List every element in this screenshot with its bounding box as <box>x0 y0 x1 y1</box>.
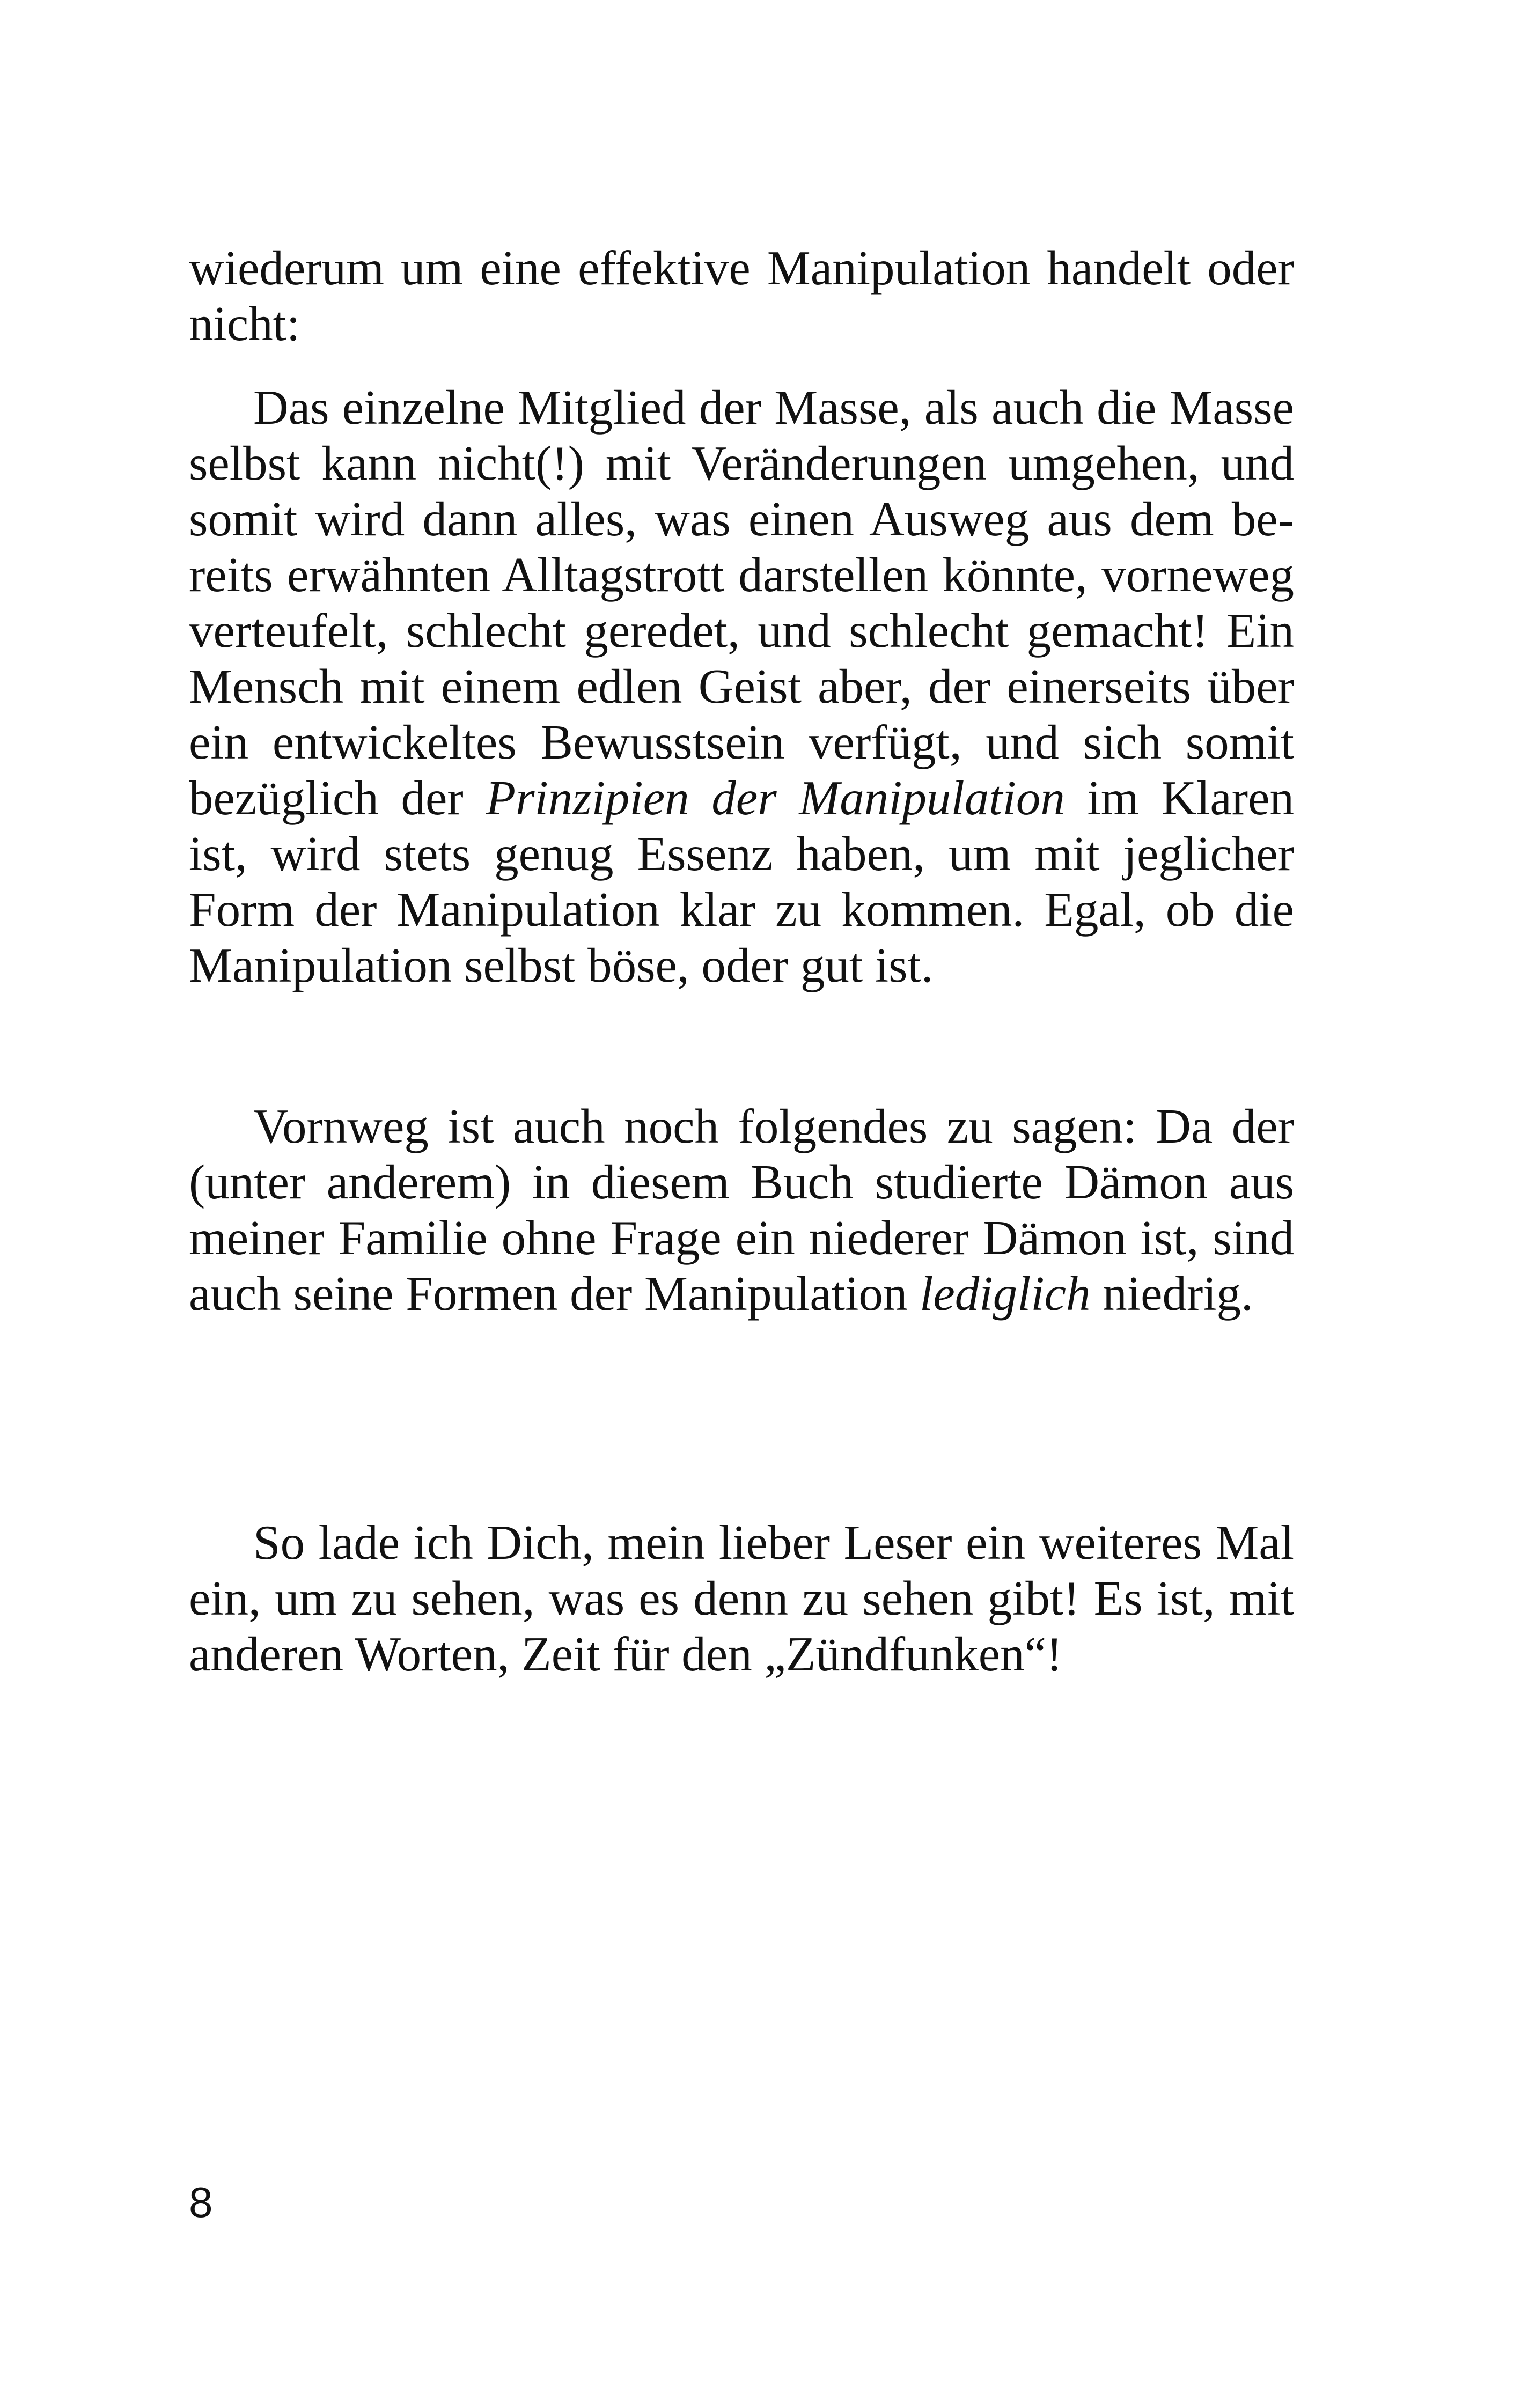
text-segment: Vornweg ist auch noch folgendes zu sagen: Da der (unter anderem) in diesem Buch studierte Dämon aus meiner Familie ohne Frage ein niederer Dämon ist, sind auch seine Formen der Manipulation <box>189 1099 1294 1321</box>
page-number: 8 <box>189 2178 213 2226</box>
paragraph-vornweg <box>189 1099 1294 1322</box>
text-segment: im Klaren ist, wird stets genug Essenz haben, um mit jeglicher Form der Manipulation klar zu kommen. Egal, ob die Manipulation selbst böse, oder gut ist. <box>189 771 1294 992</box>
text-segment: Das einzelne Mitglied der Masse, als auch die Masse selbst kann nicht(!) mit Veränderungen umgehen, und somit wird dann alles, was einen Ausweg aus dem bereits erwähnten Alltagstrott darstellen könnte, vorneweg verteufelt, schlecht geredet, und schlecht gemacht! Ein Mensch mit einem edlen Geist aber, der einerseits über ein entwickeltes Bewusstsein verfügt, und sich somit bezüglich der <box>189 380 1294 825</box>
text-segment: wiederum um eine effektive Manipulation handelt oder nicht: <box>189 241 1294 351</box>
text-segment: niedrig. <box>1090 1266 1253 1321</box>
paragraph-masse <box>189 380 1294 993</box>
text-segment: So lade ich Dich, mein lieber Leser ein weiteres Mal ein, um zu sehen, was es denn zu sehen gibt! Es ist, mit anderen Worten, Zeit für den „Zündfunken“! <box>189 1515 1294 1681</box>
paragraph-einladung <box>189 1515 1294 1682</box>
italic-word: lediglich <box>920 1266 1091 1321</box>
italic-phrase: Prinzipien der Manipulation <box>486 771 1065 825</box>
paragraph-continuation <box>189 240 1294 352</box>
